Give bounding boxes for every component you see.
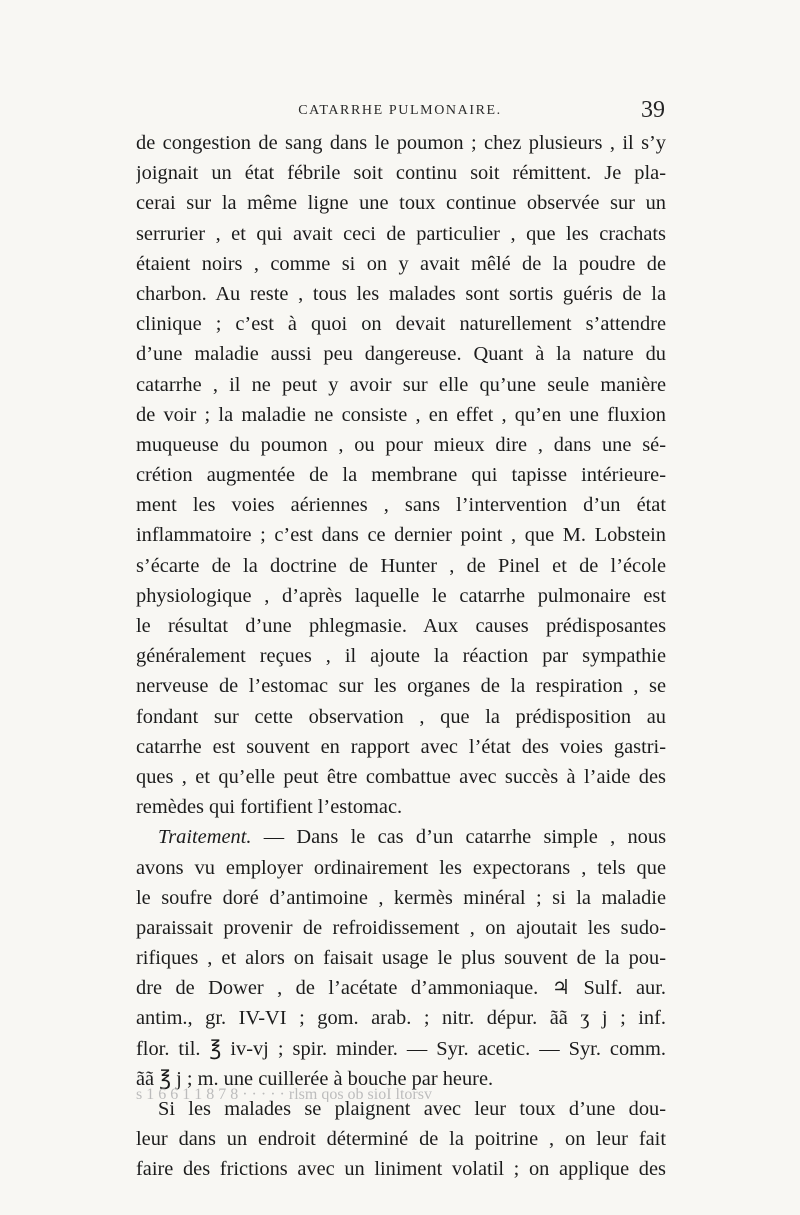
text-line: clinique ; c’est à quoi on devait naturellement s’attendre bbox=[136, 313, 666, 336]
text-line: s’écarte de la doctrine de Hunter , de Pinel et de l’école bbox=[136, 554, 666, 577]
text-line: dre de Dower , de l’acétate d’ammoniaque. ♃ Sulf. aur. bbox=[136, 977, 666, 1000]
text-line: généralement reçues , il ajoute la réaction par sympathie bbox=[136, 645, 666, 668]
text-line: ques , et qu’elle peut être combattue avec succès à l’aide des bbox=[136, 765, 666, 788]
text-line: flor. til. ℥ iv-vj ; spir. minder. — Syr. acetic. — Syr. comm. bbox=[136, 1037, 666, 1060]
text-line: ment les voies aériennes , sans l’intervention d’un état bbox=[136, 494, 666, 517]
bleed-through-text: s 1 6 6 1 1 8 7 8 · · · · · rlsm qos ob sioI ltorsv bbox=[136, 1088, 432, 1102]
page-number: 39 bbox=[641, 97, 665, 123]
text-line: cerai sur la même ligne une toux continue observée sur un bbox=[136, 192, 666, 215]
page-header bbox=[135, 97, 665, 125]
text-line: étaient noirs , comme si on y avait mêlé de la poudre de bbox=[136, 252, 666, 275]
text-line: le résultat d’une phlegmasie. Aux causes prédisposantes bbox=[136, 615, 666, 637]
text-line: de voir ; la maladie ne consiste , en effet , qu’en une fluxion bbox=[136, 403, 666, 426]
text-line: faire des frictions avec un liniment volatil ; on applique des bbox=[136, 1158, 666, 1181]
text-line: nerveuse de l’estomac sur les organes de la respiration , se bbox=[136, 675, 666, 698]
text-line: de congestion de sang dans le poumon ; chez plusieurs , il s’y bbox=[136, 132, 666, 154]
text-line: inflammatoire ; c’est dans ce dernier point , que M. Lobstein bbox=[136, 524, 666, 547]
text-line: muqueuse du poumon , ou pour mieux dire , dans une sé- bbox=[136, 433, 666, 456]
text-line: remèdes qui fortifient l’estomac. bbox=[136, 796, 403, 819]
text-line: rifiques , et alors on faisait usage le plus souvent de la pou- bbox=[136, 947, 666, 970]
section-heading-traitement: Traitement. bbox=[158, 826, 252, 849]
paragraph-congestion bbox=[136, 128, 666, 822]
paragraph-traitement bbox=[136, 822, 666, 1094]
text-line: leur dans un endroit déterminé de la poitrine , on leur fait bbox=[136, 1128, 666, 1151]
text-line bbox=[136, 822, 666, 852]
text-line: antim., gr. IV-VI ; gom. arab. ; nitr. dépur. ãã ʒ j ; inf. bbox=[136, 1007, 666, 1030]
text-line: serrurier , et qui avait ceci de particulier , que les crachats bbox=[136, 222, 666, 245]
running-title: CATARRHE PULMONAIRE. bbox=[298, 103, 502, 118]
text-line: physiologique , d’après laquelle le catarrhe pulmonaire est bbox=[136, 584, 666, 607]
text-line: Si les malades se plaignent avec leur toux d’une dou- bbox=[158, 1098, 666, 1120]
text-line: ãã ℥ j ; m. une cuillerée à bouche par heure. bbox=[136, 1067, 494, 1090]
text-line: crétion augmentée de la membrane qui tapisse intérieure- bbox=[136, 464, 666, 487]
text-line: catarrhe est souvent en rapport avec l’état des voies gastri- bbox=[136, 735, 666, 758]
text-line: d’une maladie aussi peu dangereuse. Quant à la nature du bbox=[136, 343, 666, 366]
text-line: le soufre doré d’antimoine , kermès minéral ; si la maladie bbox=[136, 886, 666, 909]
text-run: — Dans le cas d’un catarrhe simple , nous bbox=[251, 826, 666, 849]
text-line: joignait un état fébrile soit continu soit rémittent. Je pla- bbox=[136, 162, 666, 185]
text-line: charbon. Au reste , tous les malades sont sortis guéris de la bbox=[136, 282, 666, 305]
body-text bbox=[136, 128, 666, 1185]
text-line: avons vu employer ordinairement les expectorans , tels que bbox=[136, 856, 666, 879]
text-line: fondant sur cette observation , que la prédisposition au bbox=[136, 705, 666, 728]
text-line: paraissait provenir de refroidissement , on ajoutait les sudo- bbox=[136, 916, 666, 939]
text-line: catarrhe , il ne peut y avoir sur elle qu’une seule manière bbox=[136, 373, 666, 396]
paragraph-frictions bbox=[136, 1094, 666, 1185]
